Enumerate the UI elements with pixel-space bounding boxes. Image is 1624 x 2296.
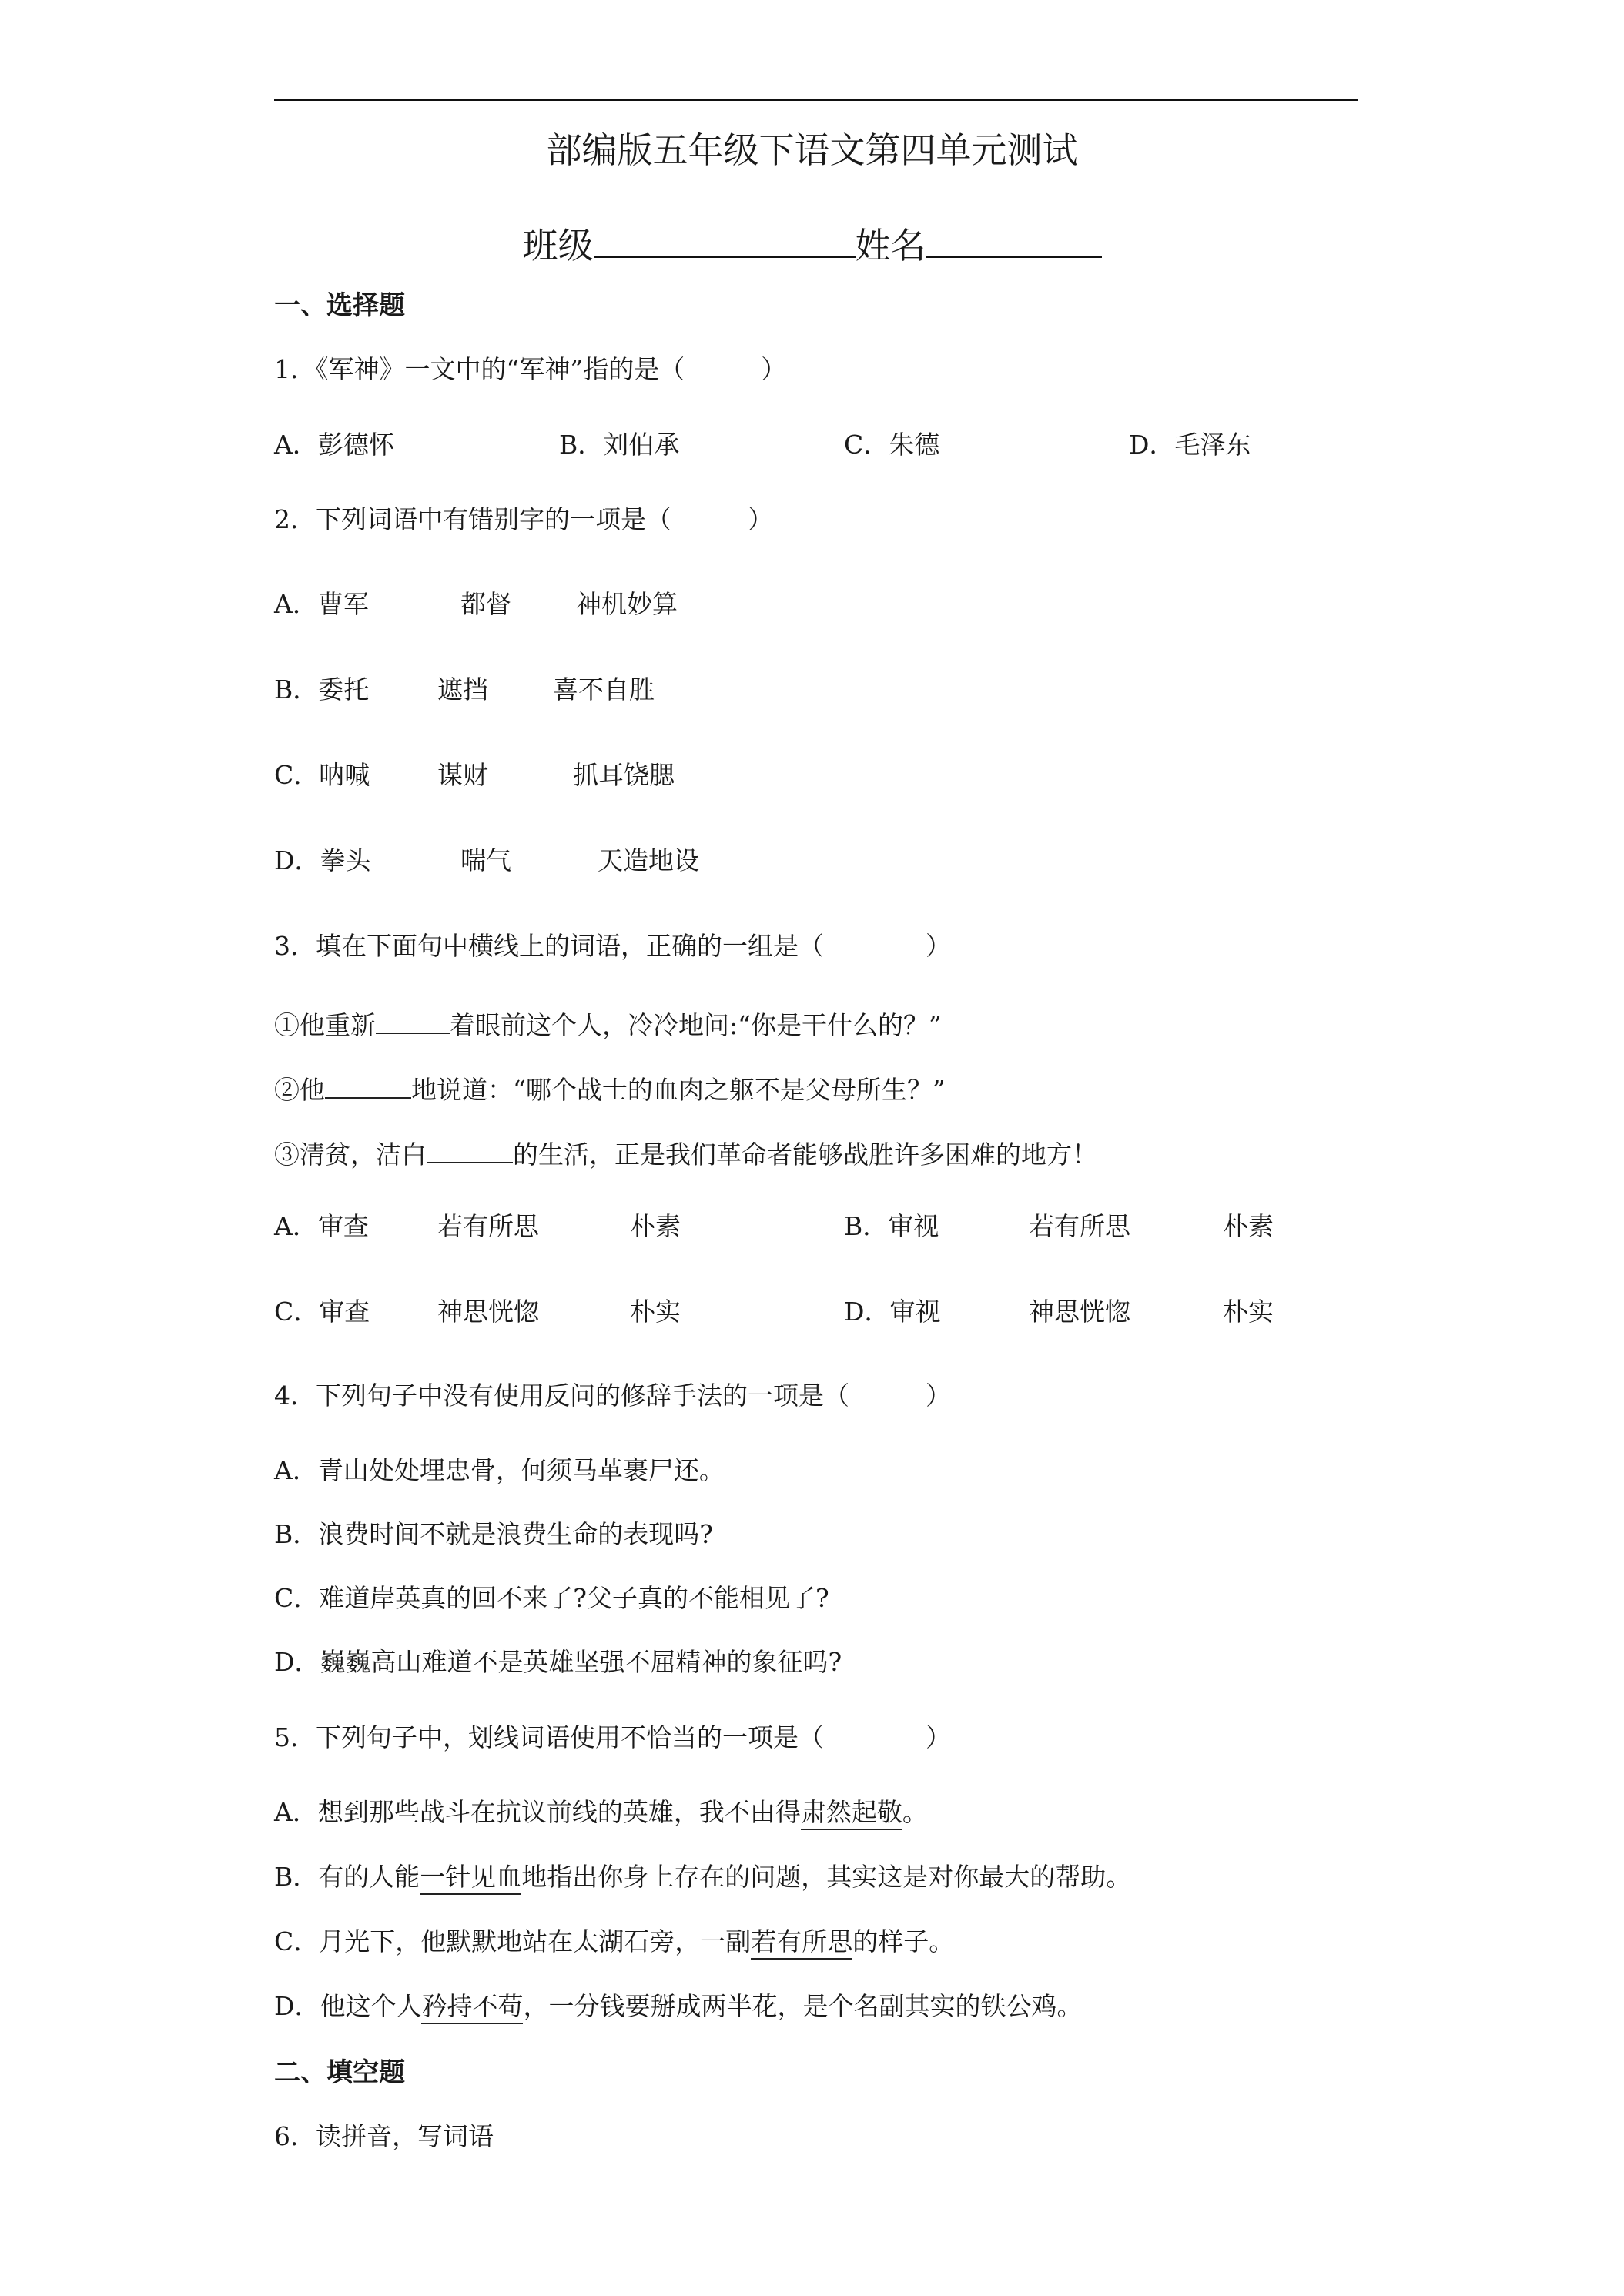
q3-sentence-1: ①他重新 着眼前这个人，冷冷地问:“你是干什么的？” bbox=[274, 1005, 942, 1045]
question-3-stem: 3．填在下面句中横线上的词语，正确的一组是（ ） bbox=[274, 931, 951, 961]
top-rule bbox=[274, 99, 1358, 101]
question-6-stem: 6．读拼音，写词语 bbox=[274, 2121, 494, 2151]
underlined-phrase: 一针见血 bbox=[420, 1862, 521, 1895]
question-5-stem: 5．下列句子中，划线词语使用不恰当的一项是（ ） bbox=[274, 1722, 951, 1752]
q2-option-b[interactable]: B．委托 遮挡 喜不自胜 bbox=[274, 674, 655, 705]
question-2-stem: 2．下列词语中有错别字的一项是（ ） bbox=[274, 504, 773, 534]
q1-option-c[interactable]: C．朱德 bbox=[844, 430, 940, 460]
q4-option-c[interactable]: C．难道岸英真的回不来了?父子真的不能相见了? bbox=[274, 1583, 829, 1613]
q4-option-d[interactable]: D．巍巍高山难道不是英雄坚强不屈精神的象征吗? bbox=[274, 1647, 842, 1677]
q4-option-a[interactable]: A．青山处处埋忠骨，何须马革裹尸还。 bbox=[274, 1455, 725, 1485]
q3-blank-3[interactable] bbox=[427, 1134, 513, 1163]
q5-option-d[interactable]: D．他这个人矜持不苟，一分钱要掰成两半花，是个名副其实的铁公鸡。 bbox=[274, 1987, 1082, 2026]
q5-option-c[interactable]: C．月光下，他默默地站在太湖石旁，一副若有所思的样子。 bbox=[274, 1923, 954, 1961]
q3-option-c[interactable]: C．审查 神思恍惚 朴实 bbox=[274, 1297, 681, 1327]
section-heading-choice: 一、选择题 bbox=[274, 290, 405, 321]
q3-option-d[interactable]: D．审视 神思恍惚 朴实 bbox=[844, 1297, 1274, 1327]
q3-sentence-3: ③清贫，洁白 的生活，正是我们革命者能够战胜许多困难的地方！ bbox=[274, 1134, 1097, 1174]
name-blank[interactable] bbox=[926, 216, 1102, 258]
underlined-phrase: 若有所思 bbox=[751, 1926, 852, 1960]
q1-option-b[interactable]: B．刘伯承 bbox=[559, 430, 680, 460]
class-label: 班级 bbox=[522, 225, 594, 266]
q3-option-a[interactable]: A．审查 若有所思 朴素 bbox=[274, 1211, 681, 1241]
underlined-phrase: 矜持不苟 bbox=[421, 1991, 523, 2024]
name-label: 姓名 bbox=[855, 225, 926, 266]
q2-option-d[interactable]: D．拳头 喘气 天造地设 bbox=[274, 845, 699, 875]
question-4-stem: 4．下列句子中没有使用反问的修辞手法的一项是（ ） bbox=[274, 1381, 951, 1411]
q2-option-a[interactable]: A．曹军 都督 神机妙算 bbox=[274, 589, 678, 619]
q3-sentence-2: ②他 地说道：“哪个战士的血肉之躯不是父母所生？” bbox=[274, 1069, 946, 1110]
q2-option-c[interactable]: C．呐喊 谋财 抓耳饶腮 bbox=[274, 760, 675, 790]
q5-option-a[interactable]: A．想到那些战斗在抗议前线的英雄，我不由得肃然起敬。 bbox=[274, 1793, 928, 1832]
q1-option-d[interactable]: D．毛泽东 bbox=[1129, 430, 1251, 460]
q1-option-a[interactable]: A．彭德怀 bbox=[274, 430, 394, 460]
question-1-stem: 1．《军神》一文中的“军神”指的是（ ） bbox=[274, 354, 787, 384]
q3-blank-1[interactable] bbox=[376, 1005, 450, 1034]
q3-blank-2[interactable] bbox=[325, 1069, 411, 1099]
class-name-line bbox=[0, 216, 1624, 273]
q3-option-b[interactable]: B．审视 若有所思 朴素 bbox=[844, 1211, 1274, 1241]
class-blank[interactable] bbox=[594, 216, 856, 258]
page-title: 部编版五年级下语文第四单元测试 bbox=[546, 129, 1078, 171]
q4-option-b[interactable]: B．浪费时间不就是浪费生命的表现吗? bbox=[274, 1519, 713, 1549]
q5-option-b[interactable]: B．有的人能一针见血地指出你身上存在的问题，其实这是对你最大的帮助。 bbox=[274, 1858, 1131, 1896]
section-heading-fill: 二、填空题 bbox=[274, 2057, 405, 2088]
underlined-phrase: 肃然起敬 bbox=[801, 1797, 902, 1830]
